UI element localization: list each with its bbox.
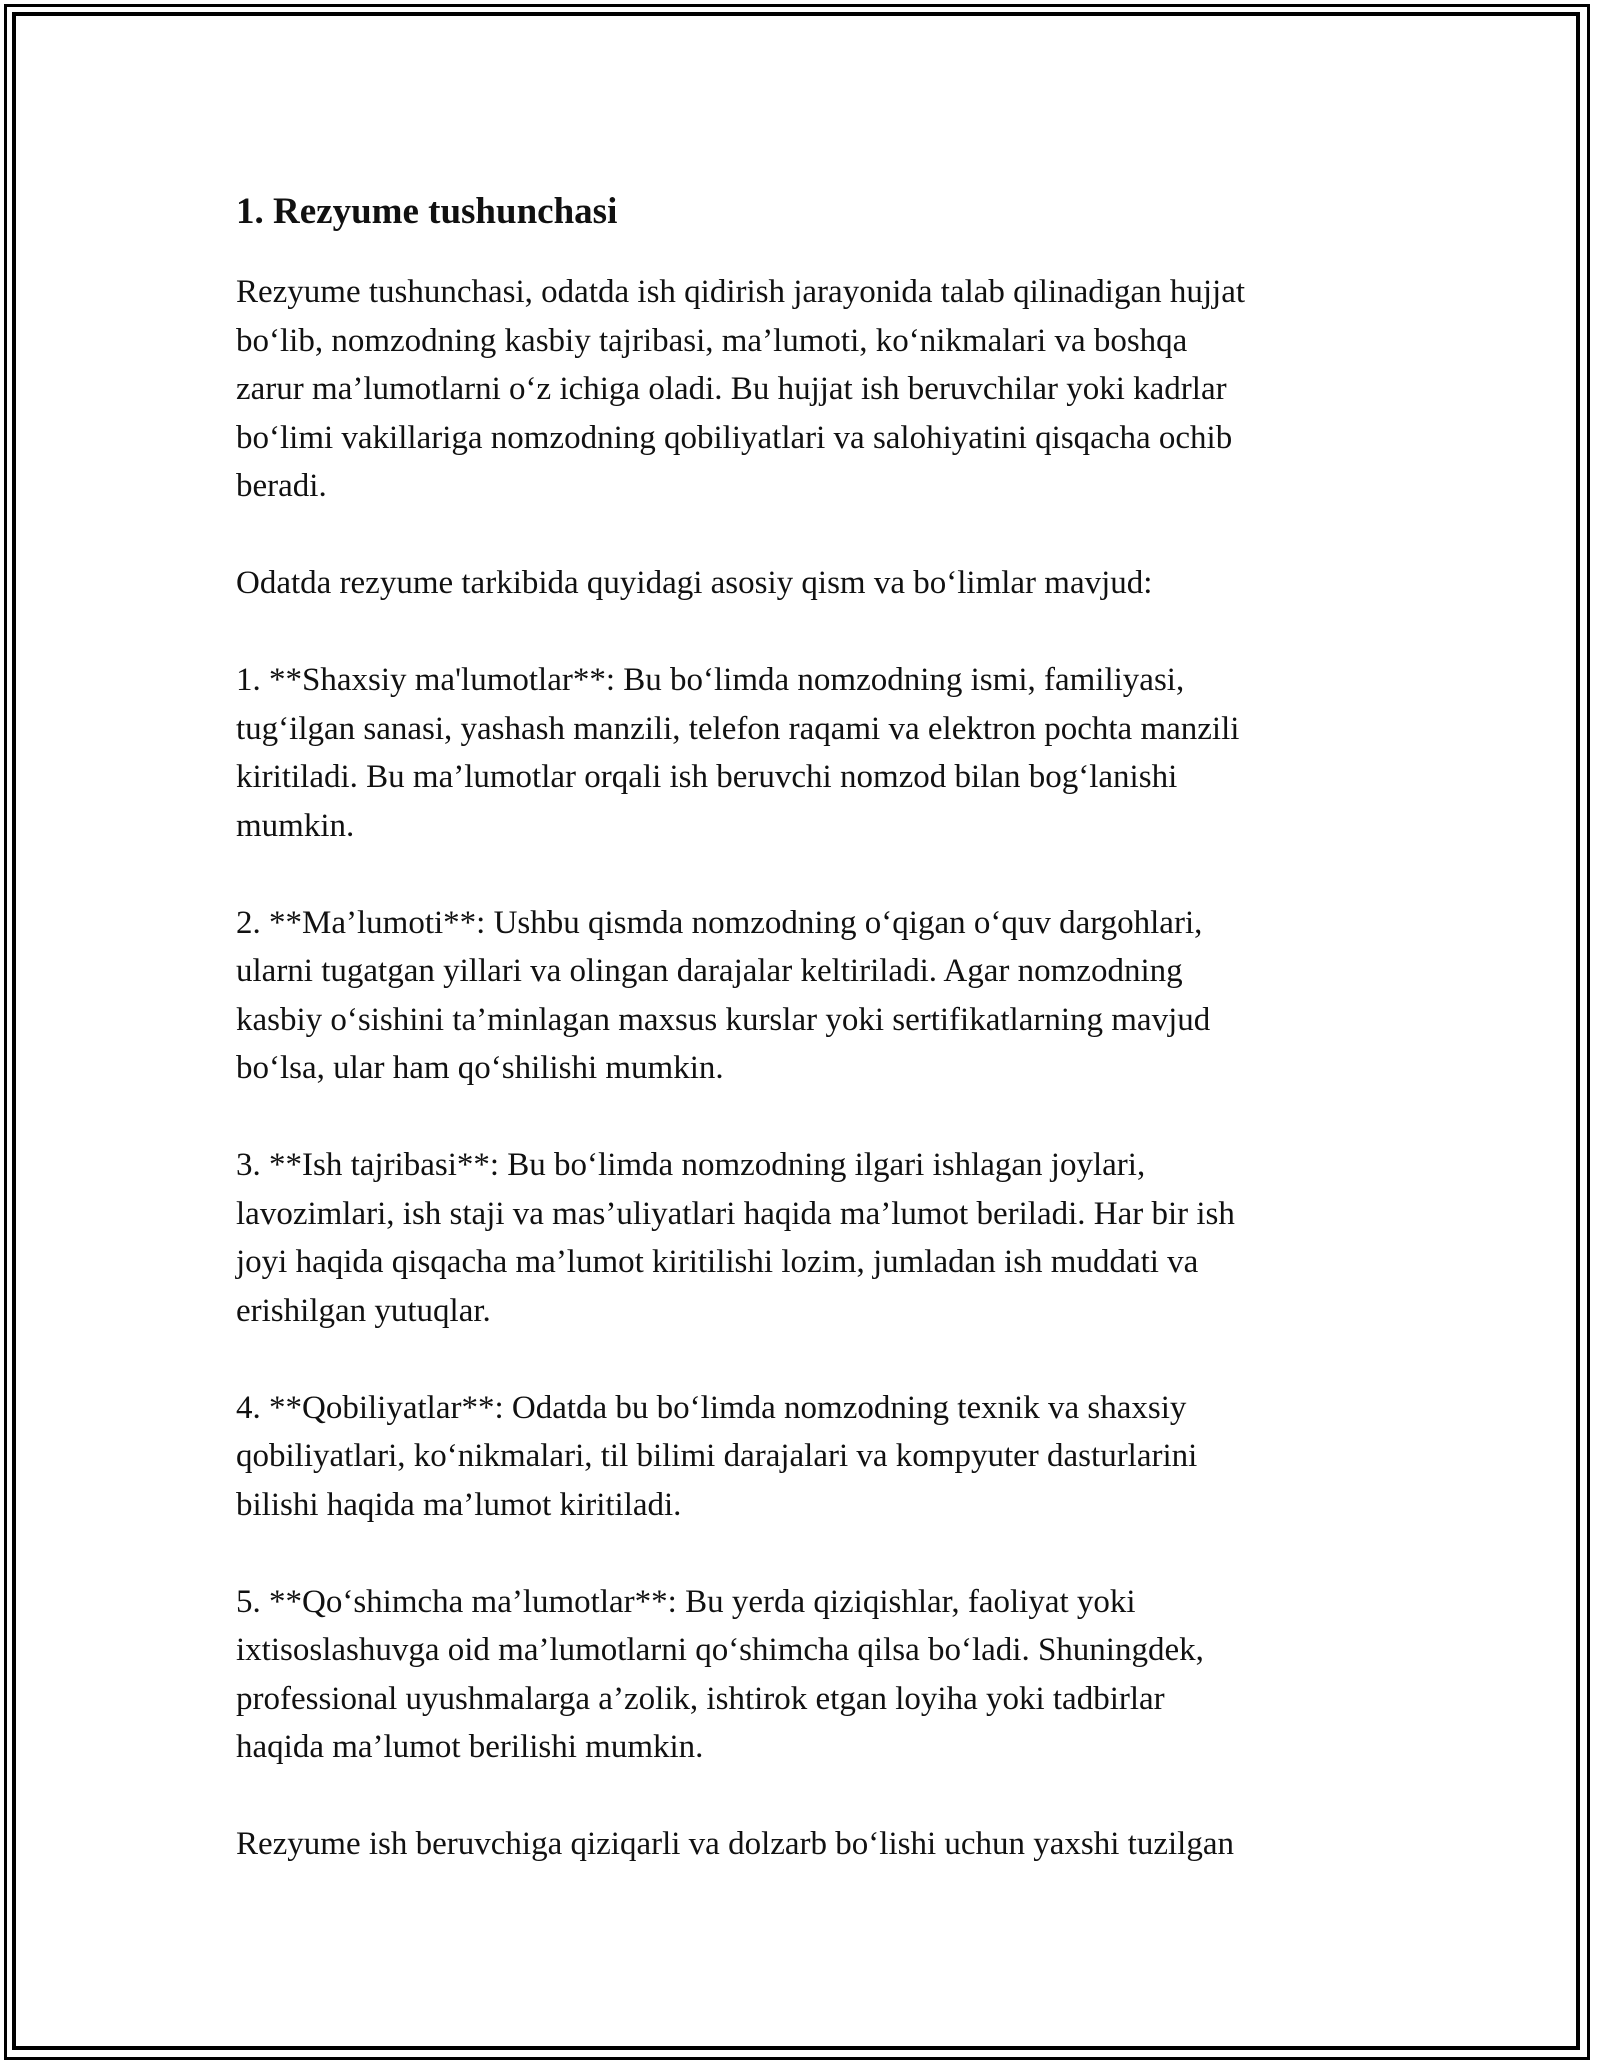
list-item-skills xyxy=(236,1384,1386,1530)
list-item-work-experience xyxy=(236,1141,1386,1335)
text-line: bo‘limi vakillariga nomzodning qobiliyatlari va salohiyatini qisqacha ochib xyxy=(236,419,1233,456)
text-line: kasbiy o‘sishini ta’minlagan maxsus kurslar yoki sertifikatlarning mavjud xyxy=(236,1001,1211,1038)
text-line: tug‘ilgan sanasi, yashash manzili, telefon raqami va elektron pochta manzili xyxy=(236,710,1240,747)
closing-paragraph xyxy=(236,1820,1386,1869)
text-line: ixtisoslashuvga oid ma’lumotlarni qo‘shimcha qilsa bo‘ladi. Shuningdek, xyxy=(236,1632,1204,1668)
text-line: Rezyume tushunchasi, odatda ish qidirish jarayonida talab qilinadigan hujjat xyxy=(236,274,1246,310)
text-line: bilishi haqida ma’lumot kiritiladi. xyxy=(236,1486,682,1523)
list-item-education xyxy=(236,899,1386,1093)
text-line: bo‘lsa, ular ham qo‘shilishi mumkin. xyxy=(236,1050,724,1086)
text-line: Odatda rezyume tarkibida quyidagi asosiy qism va bo‘limlar mavjud: xyxy=(236,565,1153,601)
list-item-additional-info xyxy=(236,1578,1386,1772)
text-line: haqida ma’lumot berilishi mumkin. xyxy=(236,1729,704,1765)
document-body xyxy=(236,186,1386,1917)
text-line: 1. **Shaxsiy ma'lumotlar**: Bu bo‘limda nomzodning ismi, familiyasi, xyxy=(236,662,1185,698)
list-item-personal-info xyxy=(236,656,1386,850)
text-line: Rezyume ish beruvchiga qiziqarli va dolzarb bo‘lishi uchun yaxshi tuzilgan xyxy=(236,1826,1234,1862)
text-line: ularni tugatgan yillari va olingan darajalar keltiriladi. Agar nomzodning xyxy=(236,953,1183,989)
text-line: erishilgan yutuqlar. xyxy=(236,1292,491,1329)
text-line: 2. **Ma’lumoti**: Ushbu qismda nomzodning o‘qigan o‘quv dargohlari, xyxy=(236,904,1203,941)
text-line: kiritiladi. Bu ma’lumotlar orqali ish beruvchi nomzod bilan bog‘lanishi xyxy=(236,759,1178,795)
text-line: 3. **Ish tajribasi**: Bu bo‘limda nomzodning ilgari ishlagan joylari, xyxy=(236,1147,1146,1183)
text-line: zarur ma’lumotlarni o‘z ichiga oladi. Bu hujjat ish beruvchilar yoki kadrlar xyxy=(236,371,1227,407)
text-line: 5. **Qo‘shimcha ma’lumotlar**: Bu yerda qiziqishlar, faoliyat yoki xyxy=(236,1583,1136,1620)
text-line: mumkin. xyxy=(236,807,355,844)
text-line: lavozimlari, ish staji va mas’uliyatlari haqida ma’lumot beriladi. Har bir ish xyxy=(236,1195,1235,1232)
text-line: joyi haqida qisqacha ma’lumot kiritilishi lozim, jumladan ish muddati va xyxy=(236,1244,1199,1280)
intro-paragraph xyxy=(236,268,1386,511)
lead-paragraph xyxy=(236,559,1386,608)
document-title: 1. Rezyume tushunchasi xyxy=(236,191,618,232)
text-line: professional uyushmalarga a’zolik, ishtirok etgan loyiha yoki tadbirlar xyxy=(236,1680,1165,1717)
text-line: bo‘lib, nomzodning kasbiy tajribasi, ma’lumoti, ko‘nikmalari va boshqa xyxy=(236,322,1188,359)
text-line: qobiliyatlari, ko‘nikmalari, til bilimi darajalari va kompyuter dasturlarini xyxy=(236,1438,1198,1474)
text-line: 4. **Qobiliyatlar**: Odatda bu bo‘limda nomzodning texnik va shaxsiy xyxy=(236,1389,1187,1426)
text-line: beradi. xyxy=(236,468,327,504)
